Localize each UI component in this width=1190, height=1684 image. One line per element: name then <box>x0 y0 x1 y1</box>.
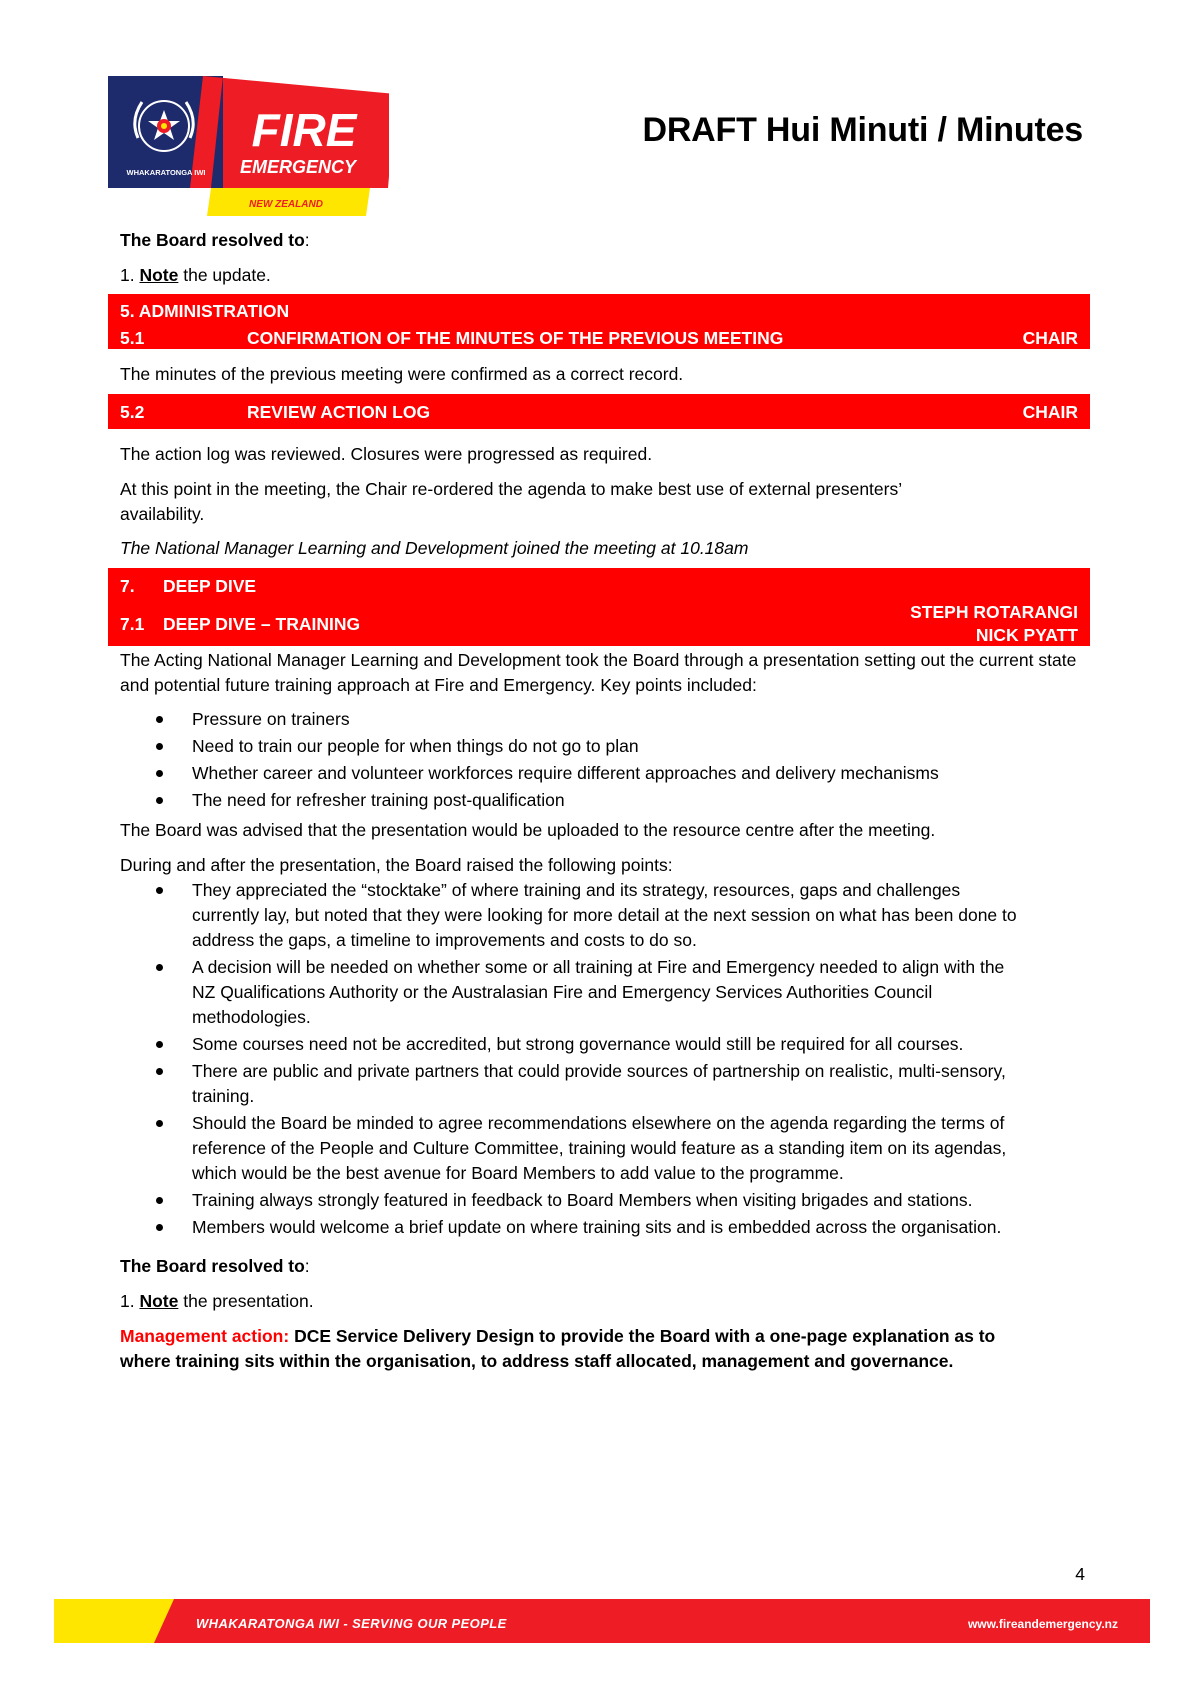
page-number: 4 <box>1075 1564 1085 1584</box>
presenter: CHAIR <box>1022 402 1078 422</box>
subsection-number: 5.2 <box>120 402 145 422</box>
minutes-confirmed-text: The minutes of the previous meeting were confirmed as a correct record. <box>120 364 684 384</box>
administration-section-bar <box>108 294 1090 349</box>
resolution-item: 1. Note the presentation. <box>120 1291 314 1311</box>
resolution-item-prev: 1. Note the update. <box>120 265 271 285</box>
list-item: They appreciated the “stocktake” of where training and its strategy, resources, gaps and challenges currently lay, but noted that they were looking for more detail at the next session on what has been done to address the gaps, a timeline to improvements and costs to do so. <box>120 878 1020 953</box>
subsection-number: 7.1 <box>120 614 145 634</box>
advised-text: The Board was advised that the presentation would be uploaded to the resource centre after the meeting. <box>120 820 936 840</box>
section-heading: 5. ADMINISTRATION <box>120 301 290 321</box>
document-title: DRAFT Hui Minuti / Minutes <box>642 111 1083 149</box>
list-item: Whether career and volunteer workforces require different approaches and delivery mechanisms <box>120 761 1078 786</box>
subsection-number: 5.1 <box>120 328 145 348</box>
resolved-label: The Board resolved to: <box>120 1256 310 1276</box>
intro-text: The Acting National Manager Learning and Development took the Board through a presentation setting out the current state and potential future training approach at Fire and Emergency. Key points included: <box>120 650 1077 695</box>
action-log-text: The action log was reviewed. Closures were progressed as required. <box>120 444 653 464</box>
joined-meeting-text: The National Manager Learning and Development joined the meeting at 10.18am <box>120 538 749 558</box>
footer-banner <box>54 1599 1150 1643</box>
reorder-text: At this point in the meeting, the Chair re-ordered the agenda to make best use of external presenters’ availability. <box>120 479 902 524</box>
logo-maori-name: WHAKARATONGA IWI <box>126 168 206 177</box>
board-points-list <box>120 878 1020 1242</box>
presenter-2: NICK PYATT <box>975 625 1078 645</box>
subsection-title: CONFIRMATION OF THE MINUTES OF THE PREVIOUS MEETING <box>247 328 784 348</box>
list-item: Training always strongly featured in feedback to Board Members when visiting brigades and stations. <box>120 1188 1020 1213</box>
list-item: Need to train our people for when things do not go to plan <box>120 734 1078 759</box>
management-action-text: DCE Service Delivery Design to provide the Board with a one-page explanation as to where training sits within the organisation, to address staff allocated, management and governance. <box>120 1326 996 1371</box>
management-action-label: Management action: <box>120 1326 290 1346</box>
list-item: Some courses need not be accredited, but strong governance would still be required for all courses. <box>120 1032 1020 1057</box>
list-item: The need for refresher training post-qualification <box>120 788 1078 813</box>
footer-yellow-block <box>54 1599 174 1643</box>
presenter-1: STEPH ROTARANGI <box>910 602 1078 622</box>
raised-text: During and after the presentation, the Board raised the following points: <box>120 855 673 875</box>
subsection-title: DEEP DIVE – TRAINING <box>163 614 361 634</box>
list-item: A decision will be needed on whether some or all training at Fire and Emergency needed to align with the NZ Qualifications Authority or the Australasian Fire and Emergency Services Authorities Council methodologies. <box>120 955 1020 1030</box>
action-log-bar <box>108 394 1090 429</box>
footer-website-link[interactable]: www.fireandemergency.nz <box>967 1617 1118 1631</box>
presenter: CHAIR <box>1022 328 1078 348</box>
logo-fire-text: FIRE <box>251 104 357 156</box>
list-item: Pressure on trainers <box>120 707 1078 732</box>
deep-dive-section-bar <box>108 568 1090 646</box>
resolved-label-prev: The Board resolved to: <box>120 230 310 250</box>
management-action <box>120 1324 1000 1374</box>
section-title: DEEP DIVE <box>163 576 257 596</box>
section-number: 7. <box>120 576 135 596</box>
fire-emergency-logo <box>108 76 389 216</box>
logo-emergency-text: EMERGENCY <box>239 157 357 177</box>
subsection-title: REVIEW ACTION LOG <box>247 402 431 422</box>
key-points-list <box>120 707 1078 815</box>
list-item: Members would welcome a brief update on where training sits and is embedded across the organisation. <box>120 1215 1020 1240</box>
footer-tagline: WHAKARATONGA IWI - SERVING OUR PEOPLE <box>196 1616 507 1631</box>
list-item: Should the Board be minded to agree recommendations elsewhere on the agenda regarding the terms of reference of the People and Culture Committee, training would feature as a standing item on its agendas, which would be the best avenue for Board Members to add value to the programme. <box>120 1111 1020 1186</box>
logo-country-text: NEW ZEALAND <box>249 199 323 210</box>
list-item: There are public and private partners that could provide sources of partnership on realistic, multi-sensory, training. <box>120 1059 1020 1109</box>
